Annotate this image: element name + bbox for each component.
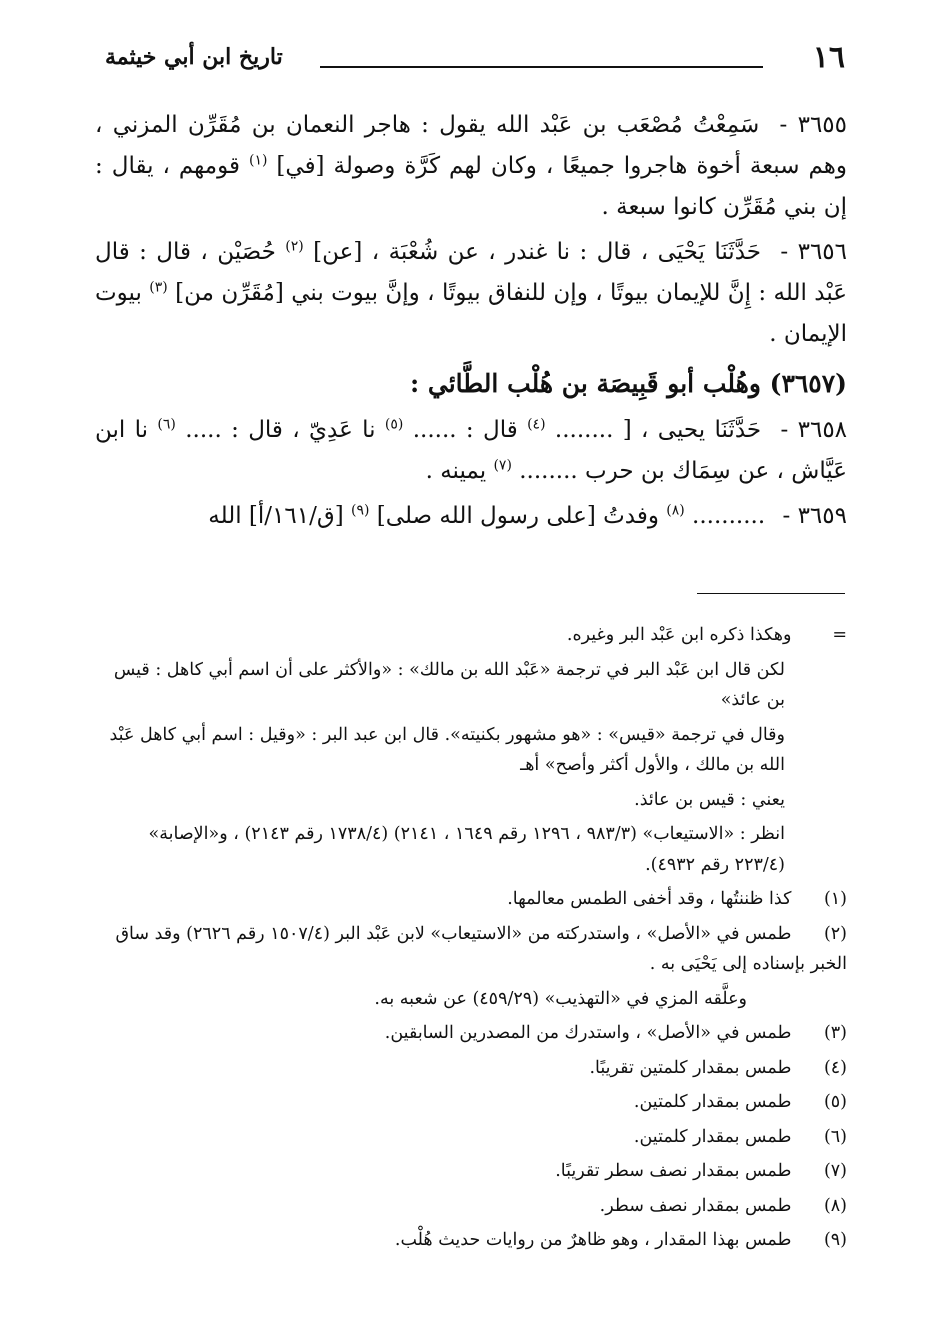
footnote-text: طمس بمقدار نصف سطر. xyxy=(599,1195,792,1216)
hadith-text: قال : ...... xyxy=(412,417,518,443)
footnote-text: طمس بمقدار نصف سطر تقريبًا. xyxy=(555,1161,792,1181)
footnote-marker: (٧) xyxy=(823,1161,847,1181)
footnote-2-continued xyxy=(100,984,847,1015)
hadith-3659 xyxy=(95,496,847,537)
page-header xyxy=(105,40,845,84)
footnote-ref[interactable]: (٦) xyxy=(157,416,176,433)
footnote-marker: (٣) xyxy=(823,1023,847,1043)
footnote-ref[interactable]: (٨) xyxy=(666,502,685,519)
footnote-continued xyxy=(100,720,847,781)
footnotes xyxy=(100,620,847,1260)
footnote-text: كذا ظننتُها ، وقد أخفى الطمس معالمها. xyxy=(507,889,792,909)
footnote-6 xyxy=(100,1122,847,1153)
footnote-ref[interactable]: (٣) xyxy=(149,279,168,296)
hadith-text: نا عَدِيّ ، قال : ..... xyxy=(185,417,376,443)
footnote-text: انظر : «الاستيعاب» (٩٨٣/٣ ، ١٢٩٦ رقم ١٦٤٩ ، ٢١٤١) (١٧٣٨/٤ رقم ٢١٤٣) ، و«الإصابة» (٢٢٣/٤ رقم ٤٩٣٢). xyxy=(148,824,785,875)
footnote-marker: (٦) xyxy=(823,1126,847,1147)
footnote-ref[interactable]: (١) xyxy=(248,152,268,169)
footnote-marker: (٤) xyxy=(823,1057,847,1078)
footnote-marker: (٩) xyxy=(823,1230,847,1250)
hadith-text: وفدتُ [على رسول الله صلى] xyxy=(376,503,659,529)
footnote-ref[interactable]: (٥) xyxy=(384,416,404,433)
header-rule xyxy=(320,66,763,68)
hadith-3656 xyxy=(95,232,847,355)
footnote-ref[interactable]: (٩) xyxy=(351,502,370,519)
footnote-3 xyxy=(100,1018,847,1049)
footnote-text: طمس في «الأصل» ، واستدركته من «الاستيعاب» لابن عَبْد البر (١٥٠٧/٤ رقم ٢٦٢٦) وقد ساق الخبر بإسناده إلى يَحْيَى به . xyxy=(115,923,847,974)
footnote-text: طمس بمقدار كلمتين. xyxy=(633,1092,792,1112)
footnote-8 xyxy=(100,1191,847,1222)
hadith-text: .......... xyxy=(692,503,766,529)
footnote-9 xyxy=(100,1225,847,1256)
main-text xyxy=(95,105,847,541)
footnote-continued xyxy=(100,785,847,816)
hadith-text: قومهم ، يقال : إن بني مُقَرِّن كانوا سبعة . xyxy=(95,153,847,220)
footnote-marker: (٢) xyxy=(823,923,847,944)
hadith-text: حُصَيْن ، قال : قال عَبْد الله : إِنَّ للإيمان بيوتًا ، وإن للنفاق بيوتًا ، وإنَّ بيوت بني [مُقَرِّن من] xyxy=(95,239,847,306)
footnote-text: طمس بهذا المقدار ، وهو ظاهرٌ من روايات حديث هُلْب. xyxy=(394,1230,792,1250)
footnote-text: طمس بمقدار كلمتين تقريبًا. xyxy=(589,1057,792,1078)
page-number: ١٦ xyxy=(812,40,845,75)
hadith-text: بيوت الإيمان . xyxy=(95,280,847,347)
footnote-text: يعني : قيس بن عائذ. xyxy=(634,789,785,810)
hadith-text: سَمِعْتُ مُصْعَب بن عَبْد الله يقول : هاجر النعمان بن مُقَرِّن المزني ، وهم سبعة أخوة هاجروا جميعًا ، وكان لهم كَرَّة وصولة [في] xyxy=(95,112,848,179)
footnote-continued xyxy=(100,620,847,651)
hadith-number: ٣٦٥٦ - xyxy=(780,239,848,265)
footnote-ref[interactable]: (٧) xyxy=(493,457,512,474)
footnote-text: وهكذا ذكره ابن عَبْد البر وغيره. xyxy=(566,625,792,645)
running-title: تاريخ ابن أبي خيثمة xyxy=(105,44,283,70)
section-heading: (٣٦٥٧) وهُلْب أبو قَبِيصَة بن هُلْب الطَّائي : xyxy=(409,369,847,398)
footnote-continued xyxy=(100,655,847,716)
footnote-text: طمس بمقدار كلمتين. xyxy=(633,1126,792,1147)
hadith-3658 xyxy=(95,410,847,492)
footnote-5 xyxy=(100,1087,847,1118)
footnote-text: لكن قال ابن عَبْد البر في ترجمة «عَبْد الله بن مالك» : «والأكثر على أن اسم أبي كاهل : قيس بن عائذ» xyxy=(113,659,785,710)
hadith-number: ٣٦٥٨ - xyxy=(780,417,848,443)
footnote-1 xyxy=(100,884,847,915)
footnote-continued xyxy=(100,819,847,880)
footnote-marker: = xyxy=(832,625,847,645)
footnote-text: وقال في ترجمة «قيس» : «هو مشهور بكنيته». قال ابن عبد البر : «وقيل : اسم أبي كاهل عَبْد الله بن مالك ، والأول أكثر وأصح» أهـ xyxy=(109,724,785,775)
footnote-ref[interactable]: (٢) xyxy=(285,238,304,255)
footnote-separator xyxy=(697,593,845,594)
footnote-marker: (٨) xyxy=(823,1195,847,1216)
footnote-2 xyxy=(100,919,847,980)
hadith-text: نا ابن عَيَّاش ، عن سِمَاك بن حرب ........ xyxy=(95,417,847,484)
footnote-text: طمس في «الأصل» ، واستدرك من المصدرين السابقين. xyxy=(384,1023,792,1043)
hadith-text: [ق/١٦١/أ] الله xyxy=(208,503,344,529)
footnote-7 xyxy=(100,1156,847,1187)
footnote-text: وعلَّقه المزي في «التهذيب» (٤٥٩/٢٩) عن شعبه به. xyxy=(374,988,747,1009)
hadith-number: ٣٦٥٥ - xyxy=(779,112,848,138)
footnote-marker: (٥) xyxy=(823,1092,847,1112)
hadith-number: ٣٦٥٩ - xyxy=(782,503,847,529)
hadith-3655 xyxy=(95,105,847,228)
footnote-marker: (١) xyxy=(823,889,847,909)
hadith-text: يمينه . xyxy=(425,458,487,484)
footnote-4 xyxy=(100,1053,847,1084)
hadith-text: حَدَّثَنَا يحيى ، [ ........ xyxy=(554,417,762,443)
footnote-ref[interactable]: (٤) xyxy=(527,416,546,433)
hadith-text: حَدَّثَنَا يَحْيَى ، قال : نا غندر ، عن شُعْبَة ، [عن] xyxy=(313,239,761,265)
